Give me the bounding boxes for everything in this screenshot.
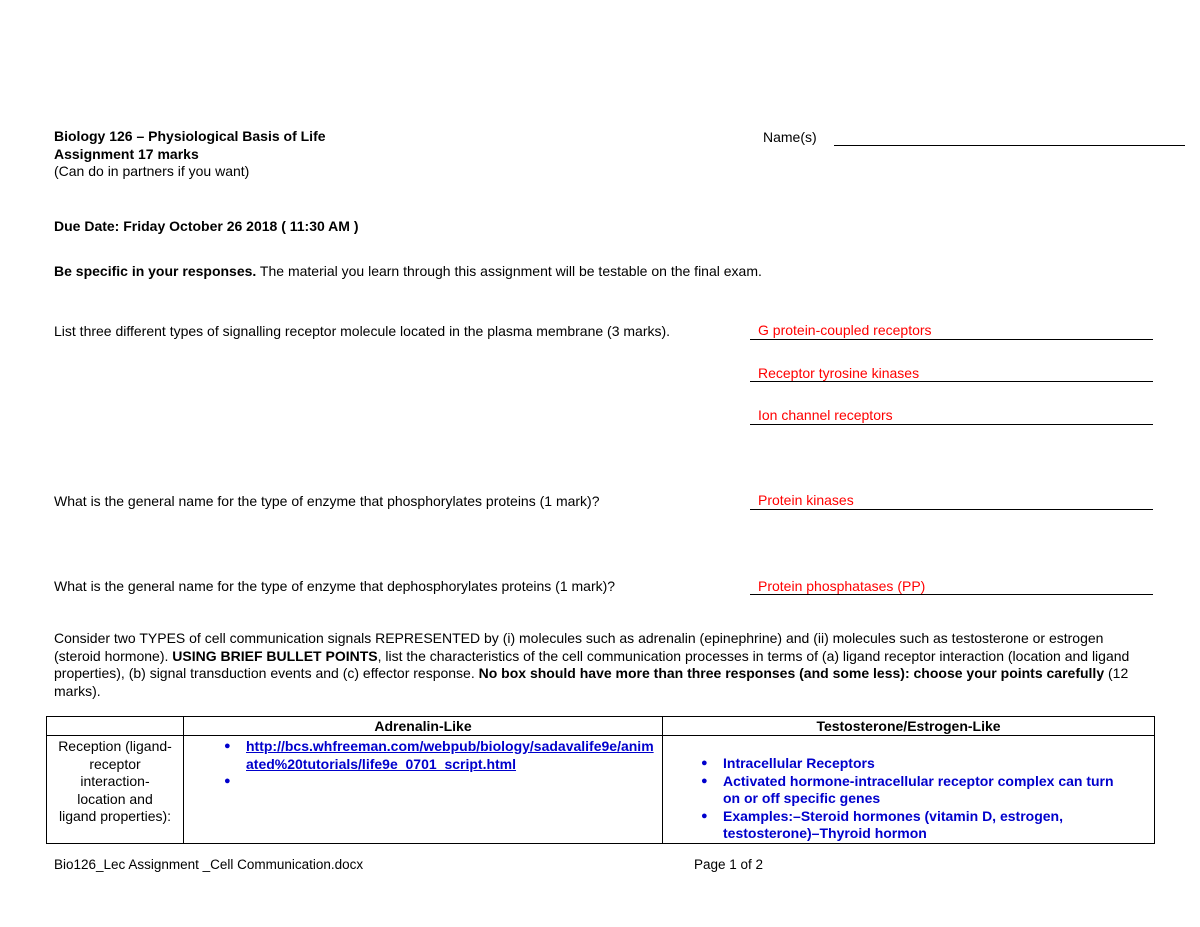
table-row [47, 736, 1155, 844]
table-header-empty [47, 717, 184, 736]
consider-paragraph [54, 630, 1144, 700]
empty-bullet-item [224, 773, 662, 791]
consider-bold-1: USING BRIEF BULLET POINTS [172, 647, 378, 664]
table-header-row [47, 717, 1155, 736]
answer-1b: Receptor tyrosine kinases [758, 365, 920, 381]
question-1: List three different types of signalling receptor molecule located in the plasma membrane (3 marks). [54, 323, 671, 339]
answer-line-2[interactable] [750, 509, 1153, 510]
names-label: Name(s) [763, 129, 817, 145]
bullet-item [701, 773, 1134, 808]
consider-bold-2: No box should have more than three responses (and some less): choose your points carefully [478, 665, 1105, 681]
partners-note: (Can do in partners if you want) [54, 163, 250, 179]
answer-line-1a[interactable] [750, 339, 1153, 340]
cell-adrenalin-reception[interactable] [184, 736, 663, 844]
consider-text-2: , list the characteristics of the cell communication processes in terms of (a) ligand receptor interaction (location and ligand properties), (b) signal transduction events and (c) effector response. [54, 647, 1130, 681]
instructions-normal: The material you learn through this assignment will be testable on the final exam. [256, 263, 762, 279]
tutorial-link[interactable]: http://bcs.whfreeman.com/webpub/biology/sadavalife9e/animated%20tutorials/life9e_0701_script.html [246, 738, 654, 772]
answer-line-3[interactable] [750, 594, 1153, 595]
question-2: What is the general name for the type of enzyme that phosphorylates proteins (1 mark)? [54, 493, 600, 509]
consider-text-1: Consider two TYPES of cell communication signals REPRESENTED by (i) molecules such as adrenalin (epinephrine) and (ii) molecules such as testosterone or estrogen (steroid hormone). [54, 630, 1104, 664]
bullet-text: Examples:–Steroid hormones (vitamin D, estrogen, testosterone)–Thyroid hormon [723, 807, 1063, 841]
answer-3: Protein phosphatases (PP) [758, 578, 926, 594]
answer-1c: Ion channel receptors [758, 407, 893, 423]
table-header-testosterone: Testosterone/Estrogen-Like [663, 717, 1155, 736]
answer-2: Protein kinases [758, 492, 854, 508]
cell-testosterone-reception[interactable] [663, 736, 1155, 844]
question-3: What is the general name for the type of enzyme that dephosphorylates proteins (1 mark)? [54, 578, 616, 594]
characteristics-table [46, 716, 1155, 844]
due-date: Due Date: Friday October 26 2018 ( 11:30 AM ) [54, 218, 359, 234]
instructions [54, 263, 762, 279]
instructions-bold: Be specific in your responses. [54, 263, 257, 279]
answer-line-1c[interactable] [750, 424, 1153, 425]
assignment-marks: Assignment 17 marks [54, 146, 199, 162]
row-label-reception: Reception (ligand-receptor interaction- location and ligand properties): [47, 736, 184, 844]
bullet-item [701, 808, 1134, 843]
answer-1a: G protein-coupled receptors [758, 322, 932, 338]
bullet-text: Activated hormone-intracellular receptor complex can turn on or off specific genes [723, 772, 1114, 806]
bullet-text: Intracellular Receptors [723, 755, 875, 771]
names-line[interactable] [834, 145, 1185, 146]
answer-line-1b[interactable] [750, 381, 1153, 382]
footer-filename: Bio126_Lec Assignment _Cell Communication.docx [54, 857, 364, 872]
bullet-item [701, 755, 1134, 773]
course-title: Biology 126 – Physiological Basis of Life [54, 128, 326, 144]
footer-page-number: Page 1 of 2 [694, 857, 764, 872]
bullet-item [224, 738, 662, 773]
table-header-adrenalin: Adrenalin-Like [184, 717, 663, 736]
consider-text-3: (12 marks). [54, 665, 1129, 699]
